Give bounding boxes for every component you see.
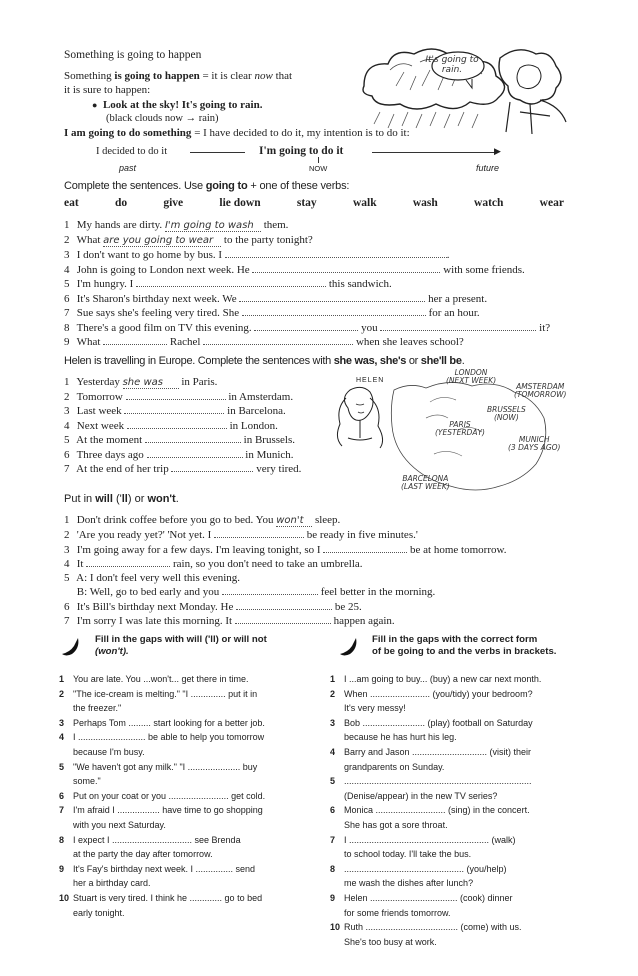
- exercise-5-icon: [338, 636, 360, 658]
- exercise-4-item: 2 "The ice-cream is melting." "I .............. put it in the freezer.": [59, 688, 258, 714]
- arrow-head-icon: ▶: [494, 146, 501, 156]
- answer-field[interactable]: [380, 323, 536, 331]
- exercise-5-item: 2 When ........................ (you/tidy) your bedroom? It's very messy!: [330, 688, 533, 714]
- answer-field[interactable]: won't: [276, 515, 312, 527]
- map-munich: MUNICH (3 DAYS AGO): [508, 435, 561, 452]
- exercise-1-item: 4 John is going to London next week. He with some friends.: [64, 264, 525, 276]
- exercise-4-item: 9 It's Fay's birthday next week. I ............... send her a birthday card.: [59, 863, 256, 889]
- exercise-1-item: 7 Sue says she's feeling very tired. She for an hour.: [64, 307, 480, 319]
- example-bullet: ● Look at the sky! It's going to rain.: [92, 99, 263, 111]
- timeline-now: NOW: [309, 164, 328, 173]
- timeline-future: future: [476, 163, 500, 173]
- timeline-past: past: [119, 163, 137, 173]
- definition-line: Something is going to happen = it is clear now that: [64, 70, 293, 82]
- answer-field[interactable]: are you going to wear: [103, 235, 221, 247]
- verb-item: give: [163, 197, 184, 209]
- exercise-1-instruction: Complete the sentences. Use going to + one of these verbs:: [64, 180, 350, 192]
- exercise-1-item: 1 My hands are dirty. I'm going to wash them.: [64, 219, 289, 231]
- exercise-1-item: 5 I'm hungry. I this sandwich.: [64, 278, 392, 290]
- exercise-5-item: 9 Helen ................................... (cook) dinner for some friends tomorrow.: [330, 892, 513, 918]
- exercise-1-item: 9 What Rachel when she leaves school?: [64, 336, 464, 348]
- answer-field[interactable]: [252, 265, 440, 273]
- exercise-4-item: 7 I'm afraid I ................. have time to go shopping with you next Saturday.: [59, 805, 263, 830]
- example-note: (black clouds now → rain): [106, 113, 219, 124]
- verb-item: walk: [352, 197, 377, 209]
- answer-field[interactable]: [235, 616, 331, 624]
- exercise-2-item: 4 Next week in London.: [64, 420, 278, 432]
- answer-field[interactable]: [203, 337, 353, 345]
- verb-list: [64, 197, 564, 209]
- exercise-2-item: 6 Three days ago in Munich.: [64, 449, 294, 461]
- section-title: Something is going to happen: [64, 49, 202, 61]
- exercise-1-item: 8 There's a good film on TV this evening. you it?: [64, 322, 551, 334]
- verb-item: stay: [296, 197, 317, 209]
- answer-field[interactable]: [242, 308, 426, 316]
- exercise-2-item: 2 Tomorrow in Amsterdam.: [64, 391, 294, 403]
- exercise-5-list: [330, 672, 592, 949]
- exercise-5-item: 1 I ...am going to buy... (buy) a new car next month.: [330, 674, 542, 684]
- exercise-4-item: 1 You are late. You ...won't... get there in time.: [59, 674, 249, 684]
- exercise-2-item: 5 At the moment in Brussels.: [64, 434, 295, 446]
- exercise-4-item: 8 I expect I ................................ see Brenda at the party the day after tomorrow.: [59, 834, 241, 860]
- answer-field[interactable]: [124, 406, 224, 414]
- exercise-1-item: 2 What are you going to wear to the party tonight?: [64, 234, 313, 246]
- answer-field[interactable]: [147, 450, 243, 458]
- map-barcelona: BARCELONA (LAST WEEK): [401, 474, 450, 491]
- verb-item: watch: [474, 197, 504, 209]
- answer-field[interactable]: [239, 294, 425, 302]
- exercise-3-item: 3 I'm going away for a few days. I'm leaving tonight, so I be at home tomorrow.: [64, 544, 507, 556]
- definition-line-2: it is sure to happen:: [64, 84, 151, 96]
- answer-field[interactable]: [126, 392, 226, 400]
- answer-field[interactable]: I'm going to wash: [165, 220, 261, 232]
- answer-field[interactable]: [323, 545, 407, 553]
- answer-field[interactable]: [214, 530, 304, 538]
- exercise-2-item: 1 Yesterday she was in Paris.: [64, 376, 218, 388]
- exercise-3-item: 4 It rain, so you don't need to take an umbrella.: [64, 558, 363, 570]
- speech-bubble-text: It's going to rain.: [425, 55, 479, 75]
- verb-item: wash: [412, 197, 438, 209]
- answer-field[interactable]: [236, 602, 332, 610]
- verb-item: wear: [539, 197, 564, 209]
- timeline-arrow-1: [190, 152, 245, 153]
- exercise-4-item: 5 "We haven't got any milk." "I ..................... buy some.": [59, 761, 258, 787]
- exercise-5-item: 7 I ........................................................ (walk) to school today. I'll take the bus.: [330, 834, 516, 860]
- exercise-2-item: 3 Last week in Barcelona.: [64, 405, 286, 417]
- verb-item: lie down: [219, 197, 261, 209]
- timeline-arrow-2: [372, 152, 497, 153]
- answer-field[interactable]: [127, 421, 227, 429]
- timeline-tick: [318, 157, 319, 163]
- exercise-4-item: 3 Perhaps Tom ......... start looking for a better job.: [59, 717, 265, 728]
- exercise-4-item: 6 Put on your coat or you ........................ get cold.: [59, 790, 266, 801]
- exercise-5-item: 4 Barry and Jason .............................. (visit) their grandparents on Sunday.: [330, 746, 532, 772]
- answer-field[interactable]: she was: [123, 377, 179, 389]
- answer-field[interactable]: [136, 279, 326, 287]
- definition-going-to-do: I am going to do something = I have decided to do it, my intention is to do it:: [64, 127, 410, 139]
- exercise-3-item: 1 Don't drink coffee before you go to bed. You won't sleep.: [64, 514, 341, 526]
- exercise-3-item: 2 'Are you ready yet?' 'Not yet. I be ready in five minutes.': [64, 529, 418, 541]
- exercise-2-instruction: Helen is travelling in Europe. Complete the sentences with she was, she's or she'll be.: [64, 355, 465, 367]
- map-paris: PARIS (YESTERDAY): [435, 420, 485, 437]
- map-amsterdam: AMSTERDAM (TOMORROW): [514, 382, 567, 399]
- exercise-3-item: 6 It's Bill's birthday next Monday. He be 25.: [64, 601, 362, 613]
- exercise-4-item: 10 Stuart is very tired. I think he ............. go to bed early tonight.: [59, 892, 263, 918]
- map-london: LONDON (NEXT WEEK): [446, 368, 497, 385]
- exercise-5-item: 8 ................................................ (you/help) me wash the dishes after lunch?: [330, 863, 507, 889]
- exercise-1-item: 6 It's Sharon's birthday next week. We her a present.: [64, 293, 488, 305]
- map-brussels: BRUSSELS (NOW): [487, 405, 526, 422]
- exercise-4-list: [59, 672, 329, 920]
- exercise-4-icon: [60, 636, 82, 658]
- exercise-5-item: 10 Ruth ..................................... (come) with us. She's too busy at work.: [330, 922, 522, 947]
- exercise-3-instruction: Put in will ('ll) or won't.: [64, 493, 179, 505]
- exercise-4-item: 4 I ........................... be able to help you tomorrow because I'm busy.: [59, 732, 265, 757]
- answer-field[interactable]: [254, 323, 358, 331]
- exercise-2-item: 7 At the end of her trip very tired.: [64, 463, 302, 475]
- answer-field[interactable]: [222, 587, 318, 595]
- exercise-5-header: Fill in the gaps with the correct form of be going to and the verbs in brackets.: [372, 634, 557, 657]
- answer-field[interactable]: [103, 337, 167, 345]
- answer-field[interactable]: [225, 250, 447, 258]
- exercise-3-item: 7 I'm sorry I was late this morning. It happen again.: [64, 615, 395, 627]
- exercise-4-header: Fill in the gaps with will ('ll) or will not (won't).: [95, 634, 267, 657]
- timeline-right-label: I'm going to do it: [259, 145, 344, 157]
- verb-item: eat: [64, 197, 79, 209]
- exercise-1-item: 3 I don't want to go home by bus. I .: [64, 249, 450, 261]
- exercise-3-item: 5 A: I don't feel very well this evening.: [64, 572, 241, 584]
- exercise-5-item: 6 Monica ............................ (sing) in the concert. She has got a sore throat.: [330, 805, 530, 830]
- answer-field[interactable]: [171, 464, 253, 472]
- timeline-left-label: I decided to do it: [96, 146, 168, 157]
- exercise-5-item: 5 ........................................................................... (Denise/appear) in the new TV series?: [330, 776, 532, 801]
- answer-field[interactable]: [145, 435, 241, 443]
- verb-item: do: [114, 197, 128, 209]
- answer-field[interactable]: [86, 559, 170, 567]
- map-helen-label: HELEN: [356, 377, 385, 384]
- exercise-3-item: B: Well, go to bed early and you feel better in the morning.: [76, 586, 436, 598]
- exercise-5-item: 3 Bob ......................... (play) football on Saturday because he has hurt his leg.: [330, 717, 533, 743]
